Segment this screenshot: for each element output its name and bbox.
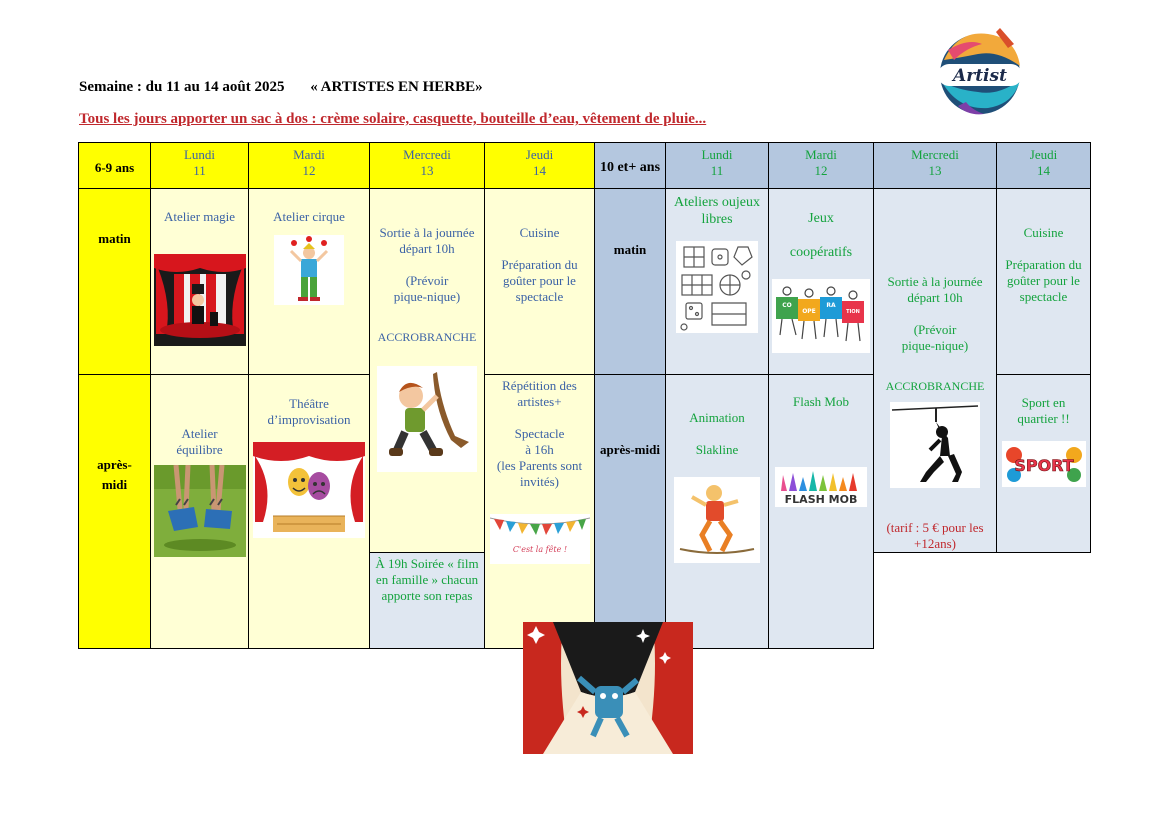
activity-circus: Atelier cirque: [273, 209, 345, 224]
group-10-plus: 10 et+ ans: [595, 143, 666, 189]
show-text: Spectacle à 16h: [514, 426, 565, 457]
flashmob-image-text: FLASH MOB: [784, 493, 858, 506]
young-tue-pm: [249, 375, 370, 649]
puzzle-ope: OPE: [802, 308, 816, 315]
board-games-image: [676, 241, 758, 333]
climbing-boy-image: [377, 366, 477, 472]
header-row: [79, 143, 1091, 189]
theme-label: « ARTISTES EN HERBE»: [310, 79, 483, 95]
older-tue-pm: [769, 375, 874, 649]
rehearsal-text: Répétition des artistes+: [502, 378, 577, 409]
young-period-afternoon: après-midi: [79, 375, 151, 649]
snack-prep-text: Préparation du goûter pour le spectacle: [501, 257, 578, 304]
older-period-morning: matin: [595, 189, 666, 375]
logo-text: Artist: [953, 66, 1007, 86]
artist-logo: [928, 20, 1032, 124]
sport-image-text: SPORT: [1013, 456, 1074, 475]
young-thu-pm: [485, 375, 595, 649]
balance-text: Atelier équilibre: [176, 426, 223, 457]
older-day-wed: Mercredi 13: [874, 143, 997, 189]
older-day-thu: Jeudi 14: [997, 143, 1091, 189]
older-mon-am: [666, 189, 769, 375]
sport-text: Sport en quartier !!: [1017, 395, 1070, 426]
accrobranche-text: ACCROBRANCHE: [377, 330, 477, 344]
young-day-thu: Jeudi 14: [485, 143, 595, 189]
flashmob-text: Flash Mob: [793, 394, 849, 409]
coop-games-line1: Jeux: [808, 211, 834, 226]
magic-show-image: [154, 254, 246, 346]
slackline-text: Slakline: [695, 442, 739, 457]
morning-row: [79, 189, 1091, 375]
older-picnic-text: (Prévoir pique-nique): [901, 322, 969, 353]
older-outing-text: Sortie à la journée départ 10h: [887, 274, 983, 305]
schedule-table: [78, 142, 1091, 649]
sport-image: [1002, 441, 1086, 487]
older-accrobranche-text: ACCROBRANCHE: [885, 379, 985, 393]
older-snack-prep-text: Préparation du goûter pour le spectacle: [1005, 257, 1082, 304]
price-note: (tarif : 5 € pour les +12ans): [886, 520, 984, 551]
cooperation-puzzle-image: [772, 279, 870, 353]
week-label: Semaine : du 11 au 14 août 2025: [79, 79, 285, 95]
young-wed-day: [370, 189, 485, 553]
young-day-tue: Mardi 12: [249, 143, 370, 189]
impro-text: Théâtre d’improvisation: [267, 396, 351, 427]
balance-stilts-image: [154, 465, 246, 557]
slackline-image: [674, 477, 760, 563]
daily-notice: Tous les jours apporter un sac à dos : crème solaire, casquette, bouteille d’eau, vêtement de pluie...: [79, 111, 707, 127]
young-mon-pm: [151, 375, 249, 649]
puzzle-tion: TION: [846, 309, 860, 315]
young-day-wed: Mercredi 13: [370, 143, 485, 189]
older-thu-am: [997, 189, 1091, 375]
theatre-stage-image: [253, 442, 365, 538]
zipline-image: [890, 402, 980, 488]
parents-text: (les Parents sont invités): [496, 458, 583, 489]
activity-magic: Atelier magie: [163, 209, 236, 224]
flashmob-image: [775, 467, 867, 507]
animation-text: Animation: [689, 410, 745, 425]
older-cooking-text: Cuisine: [1023, 225, 1064, 240]
older-mon-pm: [666, 375, 769, 649]
free-games-text: Ateliers oujeux libres: [674, 195, 760, 227]
older-thu-evening: À 19h Soirée « film en famille » chacun apporte son repas: [370, 553, 485, 649]
party-banner-image: [490, 514, 590, 564]
coop-games-line2: coopératifs: [789, 245, 853, 260]
older-thu-pm: [997, 375, 1091, 553]
young-tue-am: [249, 189, 370, 375]
older-wed-day: [874, 189, 997, 553]
young-thu-am: [485, 189, 595, 375]
young-period-morning: matin: [79, 189, 151, 375]
picnic-text: (Prévoir pique-nique): [393, 273, 461, 304]
juggler-image: [274, 235, 344, 305]
older-period-afternoon: après-midi: [595, 375, 666, 649]
cooking-text: Cuisine: [519, 225, 560, 240]
page-title: [79, 79, 483, 96]
outing-text: Sortie à la journée départ 10h: [379, 225, 475, 256]
puzzle-co: CO: [782, 302, 792, 309]
older-tue-am: [769, 189, 874, 375]
banner-text: C'est la fête !: [512, 545, 567, 554]
older-day-mon: Lundi 11: [666, 143, 769, 189]
group-6-9: 6-9 ans: [79, 143, 151, 189]
young-mon-am: [151, 189, 249, 375]
young-day-mon: Lundi 11: [151, 143, 249, 189]
stage-spotlight-image: [523, 622, 693, 754]
puzzle-ra: RA: [826, 302, 836, 309]
older-day-tue: Mardi 12: [769, 143, 874, 189]
